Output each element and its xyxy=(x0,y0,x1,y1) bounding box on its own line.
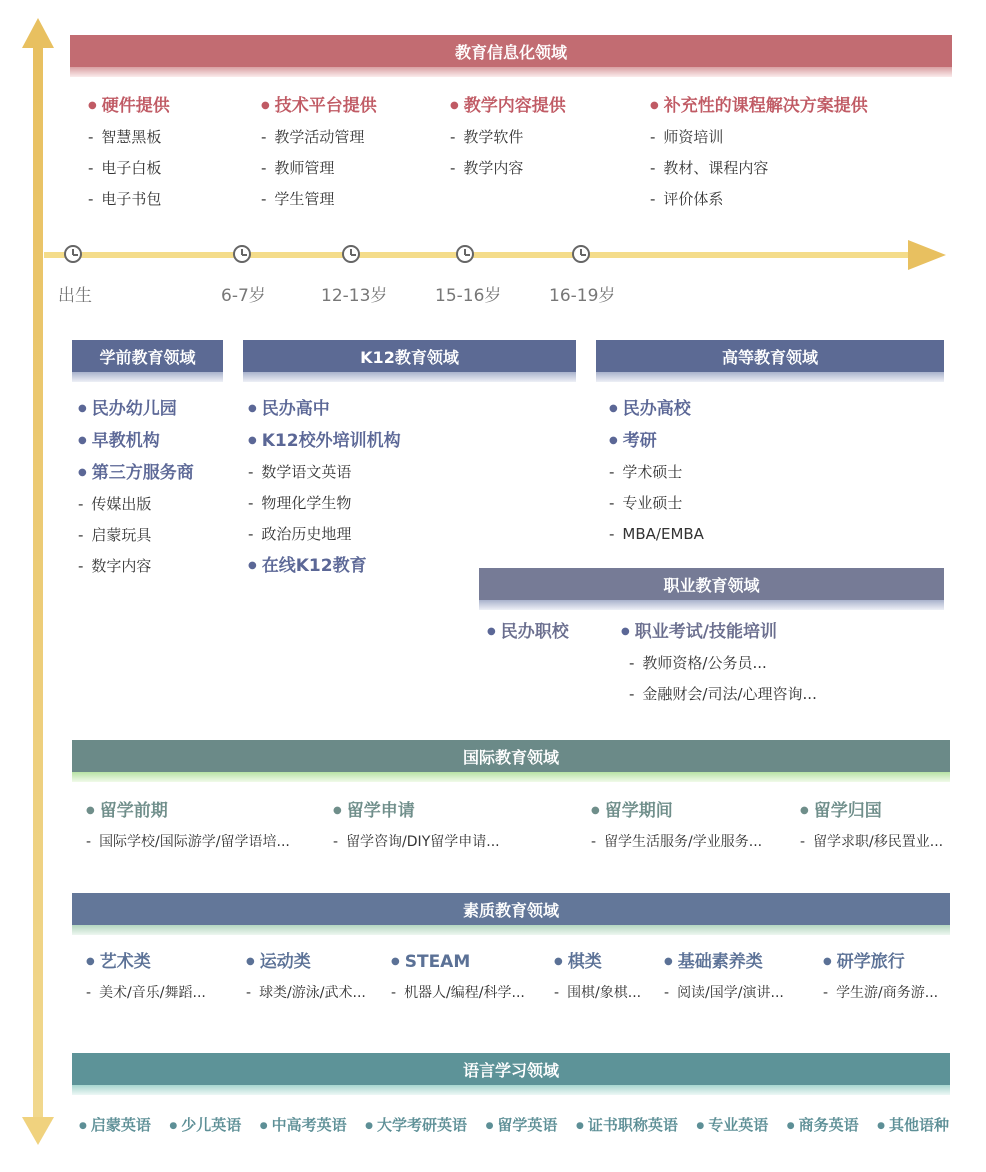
vocational-item: - 教师资格/公务员... xyxy=(629,648,817,679)
intl-item: - 留学求职/移民置业... xyxy=(800,827,943,858)
vocational-heading: ● 职业考试/技能培训 xyxy=(621,616,817,648)
vocational-heading: ● 民办职校 xyxy=(487,616,569,648)
language-item: ● 启蒙英语 xyxy=(79,1114,151,1135)
quality-item: - 阅读/国学/演讲... xyxy=(664,978,784,1009)
quality-col-1 xyxy=(86,946,206,1009)
international-section xyxy=(72,740,950,782)
k12-heading: ● K12校外培训机构 xyxy=(248,425,401,457)
language-item: ● 留学英语 xyxy=(486,1114,558,1135)
intl-col-1 xyxy=(86,795,290,858)
clock-icon xyxy=(342,245,360,263)
higher-section xyxy=(596,340,944,382)
info-item: - 智慧黑板 xyxy=(88,122,170,153)
quality-item: - 围棋/象棋... xyxy=(554,978,641,1009)
intl-col-3 xyxy=(591,795,762,858)
info-heading: ● 补充性的课程解决方案提供 xyxy=(650,90,868,122)
quality-col-4 xyxy=(554,946,641,1009)
international-banner: 国际教育领域 xyxy=(72,740,950,772)
quality-heading: ● 棋类 xyxy=(554,946,641,978)
vocational-section xyxy=(479,568,944,610)
preschool-heading: ● 早教机构 xyxy=(78,425,194,457)
higher-list xyxy=(609,393,704,550)
info-item: - 教学软件 xyxy=(450,122,566,153)
k12-item: - 数学语文英语 xyxy=(248,457,401,488)
arrow-down-icon xyxy=(22,1117,54,1145)
preschool-heading: ● 民办幼儿园 xyxy=(78,393,194,425)
quality-heading: ● 基础素养类 xyxy=(664,946,784,978)
info-col-hardware xyxy=(88,90,170,215)
info-heading: ● 硬件提供 xyxy=(88,90,170,122)
quality-col-6 xyxy=(823,946,938,1009)
k12-list xyxy=(248,393,401,582)
info-item: - 评价体系 xyxy=(650,184,868,215)
preschool-list xyxy=(78,393,194,582)
quality-item: - 学生游/商务游... xyxy=(823,978,938,1009)
info-item: - 学生管理 xyxy=(261,184,377,215)
timeline-label: 6-7岁 xyxy=(221,286,266,306)
info-section xyxy=(70,35,952,77)
k12-item: - 物理化学生物 xyxy=(248,488,401,519)
higher-heading: ● 民办高校 xyxy=(609,393,704,425)
preschool-item: - 启蒙玩具 xyxy=(78,520,194,551)
arrow-right-icon xyxy=(908,240,946,270)
language-banner: 语言学习领域 xyxy=(72,1053,950,1085)
intl-item: - 留学咨询/DIY留学申请... xyxy=(333,827,500,858)
k12-heading: ● 民办高中 xyxy=(248,393,401,425)
language-item: ● 中高考英语 xyxy=(260,1114,347,1135)
quality-banner: 素质教育领域 xyxy=(72,893,950,925)
language-item: ● 少儿英语 xyxy=(169,1114,241,1135)
higher-banner: 高等教育领域 xyxy=(596,340,944,372)
info-col-solutions xyxy=(650,90,868,215)
language-item: ● 专业英语 xyxy=(696,1114,768,1135)
arrow-up-icon xyxy=(22,18,54,48)
higher-item: - 学术硕士 xyxy=(609,457,704,488)
quality-section xyxy=(72,893,950,935)
intl-col-2 xyxy=(333,795,500,858)
quality-heading: ● 艺术类 xyxy=(86,946,206,978)
info-item: - 教材、课程内容 xyxy=(650,153,868,184)
vocational-item: - 金融财会/司法/心理咨询... xyxy=(629,679,817,710)
vocational-col-1 xyxy=(487,616,569,648)
language-item: ● 商务英语 xyxy=(787,1114,859,1135)
quality-col-3 xyxy=(391,946,525,1009)
intl-heading: ● 留学前期 xyxy=(86,795,290,827)
timeline-axis xyxy=(44,252,912,258)
language-item: ● 其他语种 xyxy=(877,1114,949,1135)
higher-item: - MBA/EMBA xyxy=(609,519,704,550)
intl-heading: ● 留学申请 xyxy=(333,795,500,827)
info-item: - 教学内容 xyxy=(450,153,566,184)
timeline-label: 15-16岁 xyxy=(435,286,502,306)
vocational-col-2 xyxy=(621,616,817,710)
intl-item: - 留学生活服务/学业服务... xyxy=(591,827,762,858)
info-item: - 教学活动管理 xyxy=(261,122,377,153)
quality-heading: ● STEAM xyxy=(391,946,525,978)
intl-heading: ● 留学归国 xyxy=(800,795,943,827)
language-section xyxy=(72,1053,950,1095)
quality-heading: ● 研学旅行 xyxy=(823,946,938,978)
language-item: ● 证书职称英语 xyxy=(576,1114,678,1135)
k12-section xyxy=(243,340,576,382)
timeline-label: 12-13岁 xyxy=(321,286,388,306)
intl-item: - 国际学校/国际游学/留学语培... xyxy=(86,827,290,858)
info-item: - 师资培训 xyxy=(650,122,868,153)
preschool-heading: ● 第三方服务商 xyxy=(78,457,194,489)
vocational-banner: 职业教育领域 xyxy=(479,568,944,600)
higher-heading: ● 考研 xyxy=(609,425,704,457)
quality-col-5 xyxy=(664,946,784,1009)
preschool-banner: 学前教育领域 xyxy=(72,340,223,372)
preschool-section xyxy=(72,340,223,382)
quality-item: - 美术/音乐/舞蹈... xyxy=(86,978,206,1009)
info-item: - 教师管理 xyxy=(261,153,377,184)
language-item: ● 大学考研英语 xyxy=(365,1114,467,1135)
intl-heading: ● 留学期间 xyxy=(591,795,762,827)
vertical-axis xyxy=(33,40,43,1132)
preschool-item: - 传媒出版 xyxy=(78,489,194,520)
clock-icon xyxy=(456,245,474,263)
clock-icon xyxy=(64,245,82,263)
info-item: - 电子书包 xyxy=(88,184,170,215)
info-banner: 教育信息化领域 xyxy=(70,35,952,67)
k12-banner: K12教育领域 xyxy=(243,340,576,372)
info-heading: ● 技术平台提供 xyxy=(261,90,377,122)
language-list xyxy=(79,1114,949,1135)
k12-heading: ● 在线K12教育 xyxy=(248,550,401,582)
preschool-item: - 数字内容 xyxy=(78,551,194,582)
quality-heading: ● 运动类 xyxy=(246,946,366,978)
info-col-content xyxy=(450,90,566,184)
quality-item: - 机器人/编程/科学... xyxy=(391,978,525,1009)
timeline-label: 出生 xyxy=(58,286,92,306)
quality-col-2 xyxy=(246,946,366,1009)
clock-icon xyxy=(233,245,251,263)
timeline-label: 16-19岁 xyxy=(549,286,616,306)
clock-icon xyxy=(572,245,590,263)
intl-col-4 xyxy=(800,795,943,858)
quality-item: - 球类/游泳/武术... xyxy=(246,978,366,1009)
info-heading: ● 教学内容提供 xyxy=(450,90,566,122)
info-item: - 电子白板 xyxy=(88,153,170,184)
higher-item: - 专业硕士 xyxy=(609,488,704,519)
info-col-platform xyxy=(261,90,377,215)
k12-item: - 政治历史地理 xyxy=(248,519,401,550)
